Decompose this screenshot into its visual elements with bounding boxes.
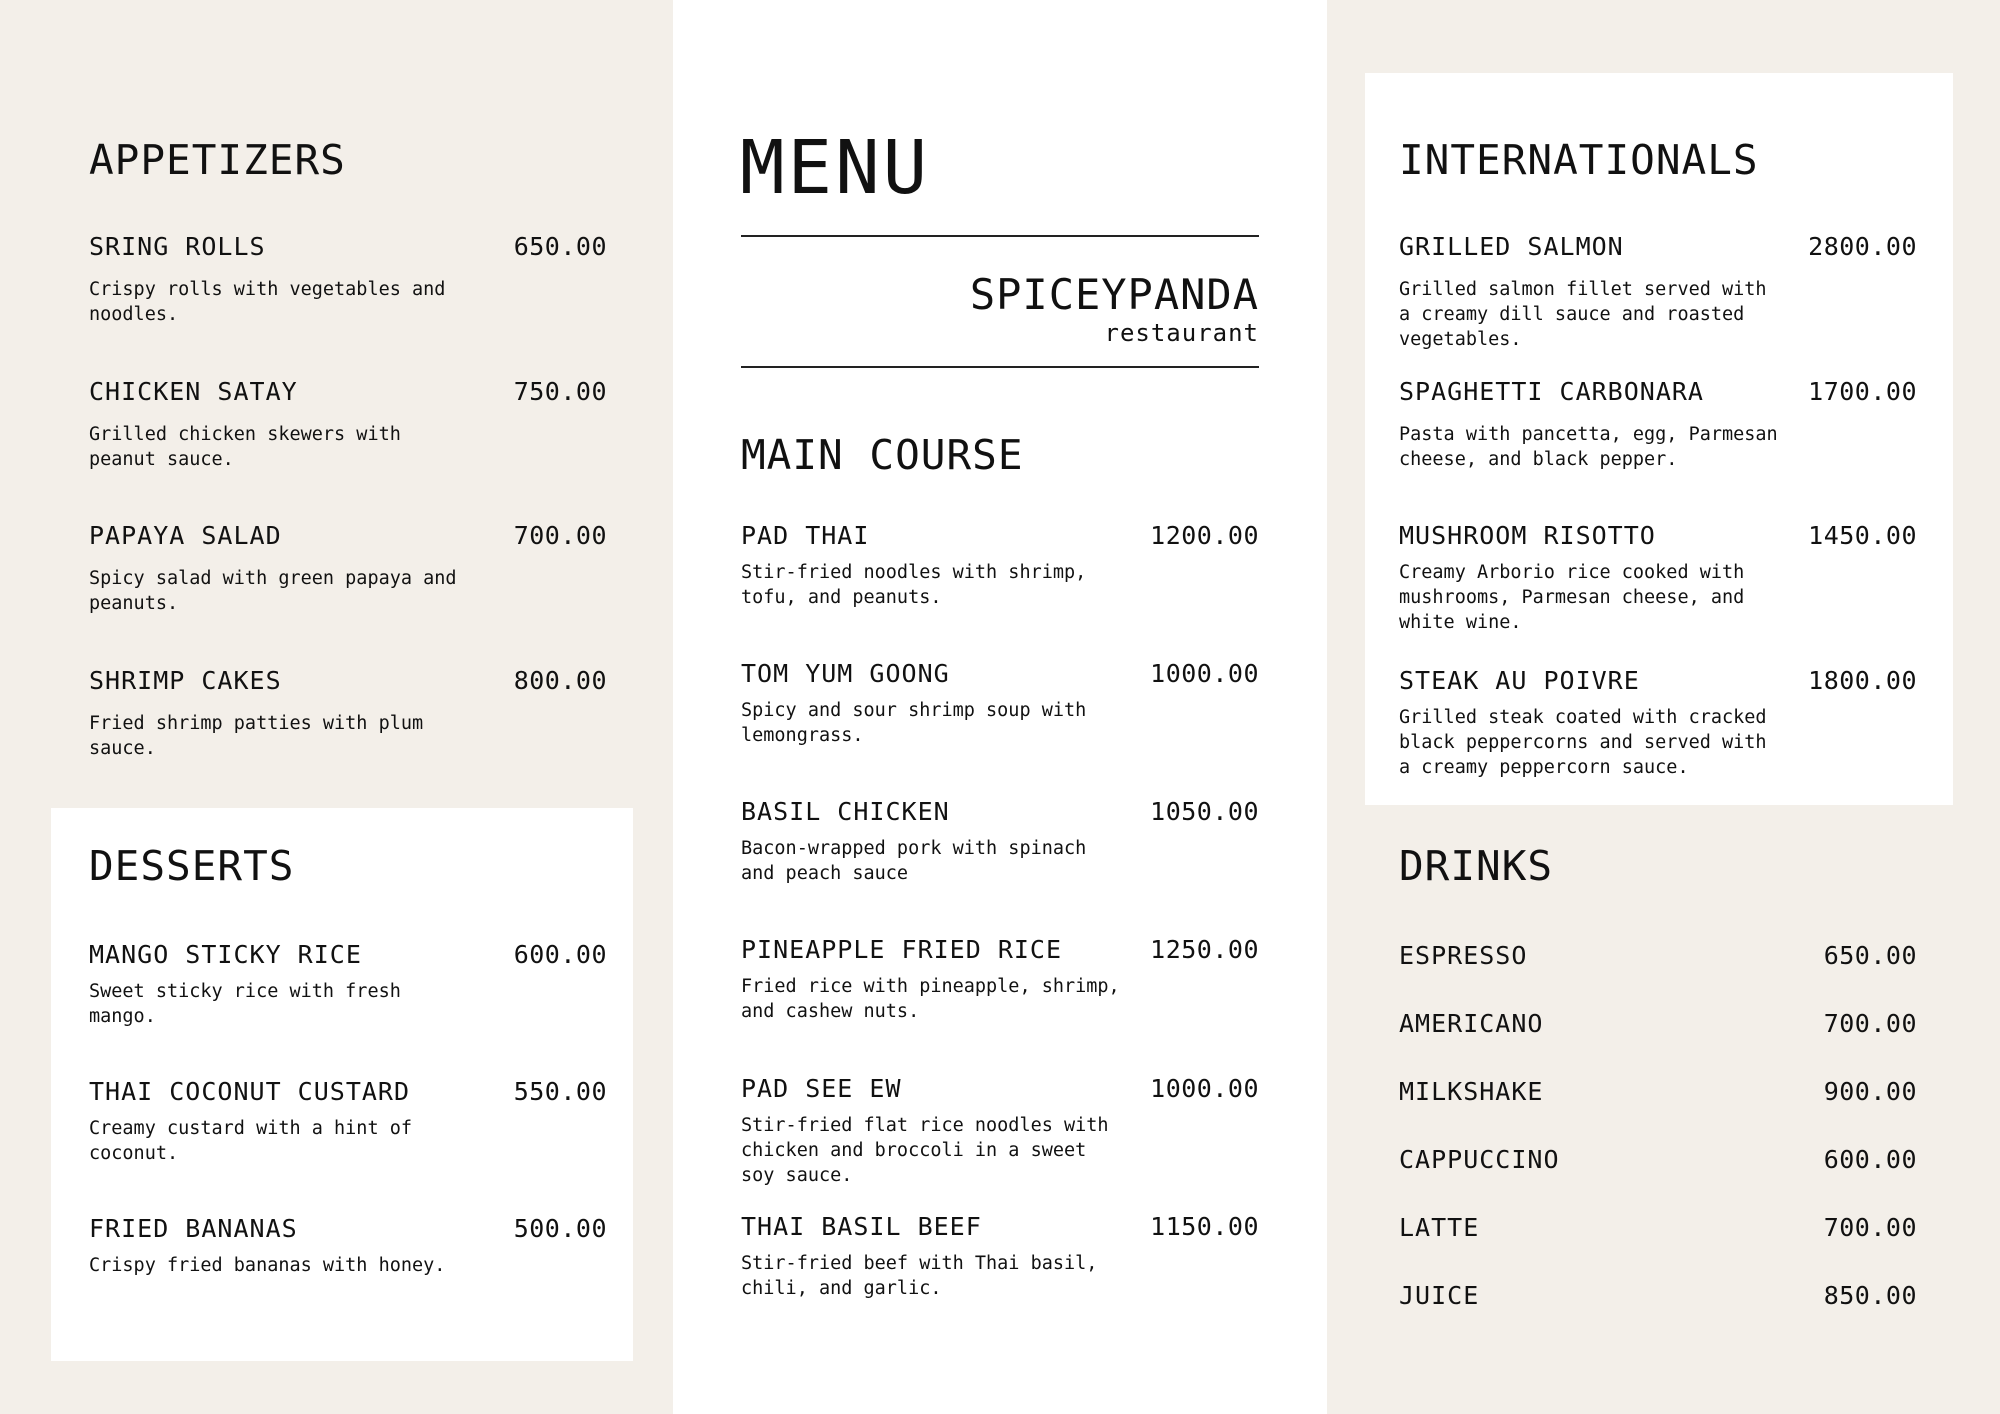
item-name: PAD THAI: [741, 521, 870, 550]
item-name: SHRIMP CAKES: [89, 666, 282, 695]
menu-item: [1399, 521, 1917, 635]
drink-price: 600.00: [1823, 1145, 1917, 1174]
item-price: 750.00: [513, 377, 607, 406]
item-price: 500.00: [513, 1214, 607, 1243]
item-name: TOM YUM GOONG: [741, 659, 950, 688]
item-price: 1050.00: [1150, 797, 1259, 826]
item-name: CHICKEN SATAY: [89, 377, 298, 406]
item-description: Pasta with pancetta, egg, Parmesan cheese, and black pepper.: [1399, 424, 1778, 470]
item-price: 600.00: [513, 940, 607, 969]
drink-price: 850.00: [1823, 1281, 1917, 1310]
item-price: 800.00: [513, 666, 607, 695]
item-name: THAI BASIL BEEF: [741, 1212, 982, 1241]
item-name: FRIED BANANAS: [89, 1214, 298, 1243]
item-price: 550.00: [513, 1077, 607, 1106]
desserts-title: DESSERTS: [89, 842, 295, 890]
item-price: 1450.00: [1808, 521, 1917, 550]
item-name: SPAGHETTI CARBONARA: [1399, 377, 1704, 406]
item-description: Fried rice with pineapple, shrimp, and cashew nuts.: [741, 976, 1120, 1022]
menu-item: [741, 521, 1259, 610]
menu-item: [741, 935, 1259, 1024]
menu-item: [89, 232, 607, 327]
appetizers-title: APPETIZERS: [89, 136, 346, 184]
menu-item: [89, 666, 607, 761]
menu-item: [89, 940, 607, 1029]
menu-item: [89, 521, 607, 616]
item-description: Spicy salad with green papaya and peanuts.: [89, 568, 457, 614]
item-price: 1150.00: [1150, 1212, 1259, 1241]
item-description: Fried shrimp patties with plum sauce.: [89, 713, 424, 759]
menu-item: [1399, 377, 1917, 472]
drink-name: ESPRESSO: [1399, 941, 1528, 970]
menu-title: MENU: [740, 125, 931, 211]
bottom-divider: [741, 366, 1259, 368]
item-name: THAI COCONUT CUSTARD: [89, 1077, 411, 1106]
drink-price: 650.00: [1823, 941, 1917, 970]
drink-item: [1399, 1077, 1917, 1106]
menu-item: [741, 1074, 1259, 1188]
menu-item: [89, 1077, 607, 1166]
item-price: 1700.00: [1808, 377, 1917, 406]
item-name: MUSHROOM RISOTTO: [1399, 521, 1656, 550]
item-name: PAD SEE EW: [741, 1074, 902, 1103]
item-description: Stir-fried beef with Thai basil, chili, and garlic.: [741, 1253, 1098, 1299]
item-description: Bacon-wrapped pork with spinach and peach sauce: [741, 838, 1087, 884]
drink-item: [1399, 941, 1917, 970]
item-price: 1200.00: [1150, 521, 1259, 550]
menu-item: [1399, 232, 1917, 352]
item-price: 1800.00: [1808, 666, 1917, 695]
item-name: PINEAPPLE FRIED RICE: [741, 935, 1063, 964]
drinks-title: DRINKS: [1399, 842, 1554, 890]
menu-item: [89, 1214, 607, 1278]
menu-item: [741, 1212, 1259, 1301]
item-description: Creamy Arborio rice cooked with mushrooms, Parmesan cheese, and white wine.: [1399, 562, 1745, 633]
main-course-title: MAIN COURSE: [741, 431, 1024, 479]
menu-item: [1399, 666, 1917, 780]
drink-name: MILKSHAKE: [1399, 1077, 1544, 1106]
item-description: Spicy and sour shrimp soup with lemongrass.: [741, 700, 1087, 746]
menu-item: [741, 659, 1259, 748]
item-description: Grilled chicken skewers with peanut sauce.: [89, 424, 401, 470]
item-name: SRING ROLLS: [89, 232, 266, 261]
item-name: GRILLED SALMON: [1399, 232, 1624, 261]
item-price: 1000.00: [1150, 1074, 1259, 1103]
item-price: 1000.00: [1150, 659, 1259, 688]
item-price: 700.00: [513, 521, 607, 550]
item-name: STEAK AU POIVRE: [1399, 666, 1640, 695]
top-divider: [741, 235, 1259, 237]
item-description: Grilled steak coated with cracked black peppercorns and served with a creamy peppercorn sauce.: [1399, 707, 1767, 778]
item-description: Creamy custard with a hint of coconut.: [89, 1118, 413, 1164]
item-description: Crispy fried bananas with honey.: [89, 1255, 446, 1276]
internationals-title: INTERNATIONALS: [1399, 136, 1759, 184]
drink-item: [1399, 1281, 1917, 1310]
drink-item: [1399, 1145, 1917, 1174]
item-price: 1250.00: [1150, 935, 1259, 964]
drink-price: 700.00: [1823, 1009, 1917, 1038]
drink-item: [1399, 1213, 1917, 1242]
drink-name: CAPPUCCINO: [1399, 1145, 1560, 1174]
drink-item: [1399, 1009, 1917, 1038]
item-name: MANGO STICKY RICE: [89, 940, 362, 969]
drink-name: JUICE: [1399, 1281, 1480, 1310]
brand-name: SPICEYPANDA: [969, 270, 1259, 319]
item-description: Stir-fried flat rice noodles with chicken and broccoli in a sweet soy sauce.: [741, 1115, 1109, 1186]
item-description: Stir-fried noodles with shrimp, tofu, and peanuts.: [741, 562, 1087, 608]
brand-block: [741, 270, 1259, 347]
drink-price: 700.00: [1823, 1213, 1917, 1242]
item-description: Crispy rolls with vegetables and noodles.: [89, 279, 446, 325]
menu-item: [741, 797, 1259, 886]
drink-price: 900.00: [1823, 1077, 1917, 1106]
item-price: 650.00: [513, 232, 607, 261]
drink-name: LATTE: [1399, 1213, 1480, 1242]
item-name: PAPAYA SALAD: [89, 521, 282, 550]
drink-name: AMERICANO: [1399, 1009, 1544, 1038]
item-description: Grilled salmon fillet served with a creamy dill sauce and roasted vegetables.: [1399, 279, 1767, 350]
menu-item: [89, 377, 607, 472]
item-description: Sweet sticky rice with fresh mango.: [89, 981, 401, 1027]
brand-subtitle: restaurant: [1104, 319, 1259, 347]
item-price: 2800.00: [1808, 232, 1917, 261]
item-name: BASIL CHICKEN: [741, 797, 950, 826]
